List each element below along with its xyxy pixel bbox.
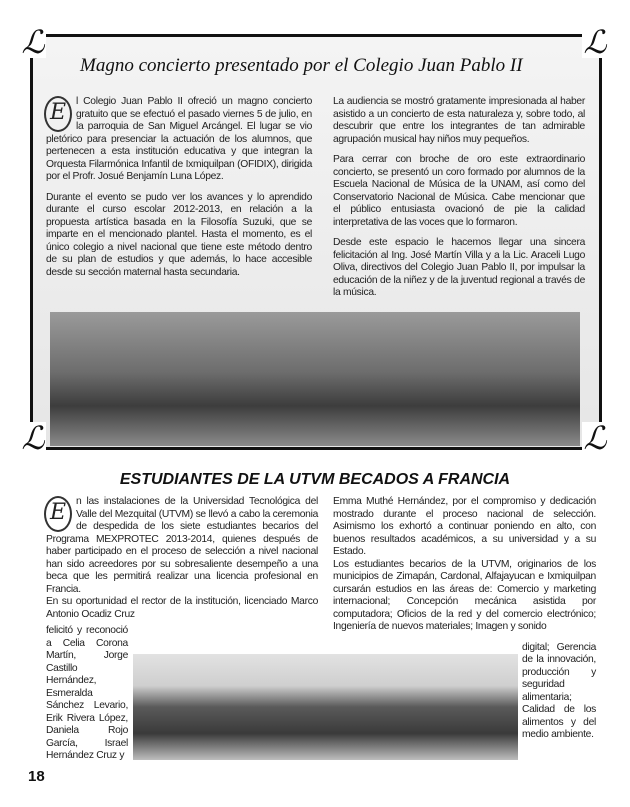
ornament-corner-top-left: ℒ: [21, 23, 45, 61]
article2-right-narrow: digital; Gerencia de la innovación, producción y seguridad alimentaria; Calidad de los alimentos y del medio ambiente.: [522, 641, 596, 740]
paragraph: n las instalaciones de la Universidad Tecnológica del Valle del Mezquital (UTVM) se llevó a cabo la ceremonia de despedida de los siete estudiantes becarios del Programa MEXPROTEC 2013-2014, quienes después de haber participado en el proceso de selección a nivel nacional han sido acreedores por su sobresaliente desempeño a una beca que les permitirá realizar una licencia profesional en Francia.: [46, 496, 318, 595]
article1-left-column: [46, 96, 312, 287]
paragraph: En su oportunidad el rector de la institución, licenciado Marco Antonio Ocadiz Cruz: [46, 596, 318, 620]
ornament-corner-bottom-right: ℒ: [583, 419, 607, 457]
drop-cap: E: [44, 96, 72, 132]
article-title: Magno concierto presentado por el Colegio Juan Pablo II: [80, 55, 523, 76]
ornament-corner-bottom-left: ℒ: [21, 419, 45, 457]
article2-left-narrow: felicitó y reconoció a Celia Corona Martín, Jorge Castillo Hernández, Esmeralda Sánchez Levario, Erik Rivera López, Daniela Rojo García, Israel Hernández Cruz y: [46, 625, 128, 761]
paragraph: Desde este espacio le hacemos llegar una sincera felicitación al Ing. José Martín Villa y a la Lic. Araceli Lugo Oliva, directivos del Colegio Juan Pablo II, por impulsar la educación de la niñez y de la juventud regional a través de la música.: [333, 237, 585, 298]
paragraph: Para cerrar con broche de oro este extraordinario concierto, se presentó un coro formado por alumnos de la Escuela Nacional de Música de la UNAM, así como del Conservatorio Nacional de Música. Cabe mencionar que el público entusiasta ovacionó de pie la calidad interpretativa de las voces que lo formaron.: [333, 154, 585, 228]
page-number: 18: [28, 768, 45, 785]
paragraph: l Colegio Juan Pablo II ofreció un magno concierto gratuito que se efectuó el pasado viernes 5 de julio, en la parroquia de San Miguel Arcángel. El lugar se vio pletórico para presenciar la actuación de los alumnos, que pertenecen a esta institución educativa y que integran la Orquesta Filarmónica Infantil de Ixmiquilpan (OFIDIX), dirigida por el Profr. Josué Benjamín Luna López.: [46, 96, 312, 182]
ornament-corner-top-right: ℒ: [583, 23, 607, 61]
concert-photo: [50, 312, 580, 446]
paragraph: Emma Muthé Hernández, por el compromiso y dedicación mostrado durante el proceso nacional de selección. Asimismo los exhortó a continuar poniendo en alto, con buenos resultados académicos, a su universidad y a su Estado.: [333, 496, 596, 557]
students-group-photo: [133, 654, 518, 760]
paragraph: La audiencia se mostró gratamente impresionada al haber asistido a un concierto de esta naturaleza y, sobre todo, al descubrir que entre los integrantes de tan admirable agrupación musical hay niños muy pequeños.: [333, 96, 585, 145]
drop-cap: E: [44, 496, 72, 532]
paragraph: Los estudiantes becarios de la UTVM, originarios de los municipios de Zimapán, Cardonal, Alfajayucan e Ixmiquilpan cursarán estudios en las áreas de: Comercio y marketing internacional; Concepción mecánica asistida por computadora; Oficios de la red y del comercio electrónico; Ingeniería de nuevos materiales; Imagen y sonido: [333, 558, 596, 632]
article2-title: ESTUDIANTES DE LA UTVM BECADOS A FRANCIA: [119, 471, 511, 488]
article1-right-column: [333, 96, 585, 300]
paragraph: Durante el evento se pudo ver los avances y lo aprendido durante el curso escolar 2012-2013, en relación a la propuesta artística basada en la Filosofía Suzuki, que se imparte en el mencionado plantel. Hasta el momento, es el único colegio a nivel nacional que tiene este método dentro de su plan de estudios y que además, lo hace accesible desde su sección maternal hasta secundaria.: [46, 191, 312, 278]
